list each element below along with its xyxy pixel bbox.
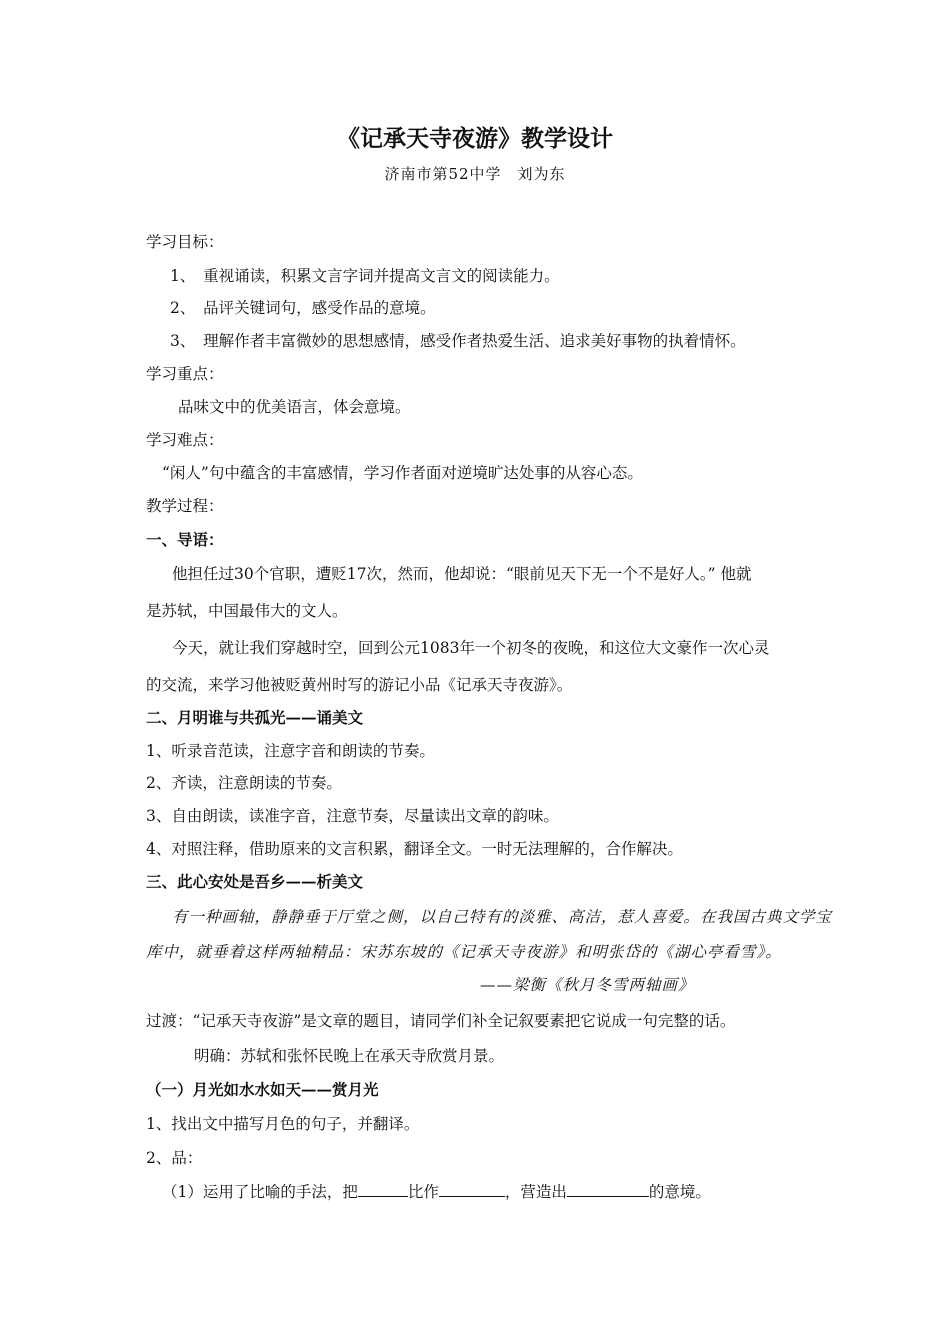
paragraph-line: 今天，就让我们穿越时空，回到公元1083年一个初冬的夜晚，和这位大文豪作一次心灵	[172, 639, 770, 657]
difficulty-text: “闲人”句中蕴含的丰富感情，学习作者面对逆境旷达处事的从容心态。	[162, 464, 643, 482]
goal-item: 2、 品评关键词句，感受作品的意境。	[170, 299, 436, 317]
author-line: 济南市第52中学 刘为东	[384, 165, 566, 183]
key-heading: 学习重点：	[146, 365, 224, 383]
list-item: 3、自由朗读，读准字音，注意节奏，尽量读出文章的韵味。	[146, 807, 559, 825]
list-item: 1、找出文中描写月色的句子，并翻译。	[146, 1115, 420, 1133]
list-item: 4、对照注释，借助原来的文言积累，翻译全文。一时无法理解的，合作解决。	[146, 840, 683, 858]
transition-text: 过渡：“记承天寺夜游”是文章的题目，请同学们补全记叙要素把它说成一句完整的话。	[146, 1012, 736, 1030]
fill-blank[interactable]	[439, 1182, 505, 1197]
fill-text: 的意境。	[648, 1183, 711, 1201]
list-item: 2、品：	[146, 1149, 203, 1167]
document-title: 《记承天寺夜游》教学设计	[337, 125, 613, 152]
fill-blank[interactable]	[358, 1182, 408, 1197]
fill-blank[interactable]	[567, 1182, 649, 1197]
section-heading: 二、月明谁与共孤光——诵美文	[146, 708, 364, 727]
goal-item: 3、 理解作者丰富微妙的思想感情，感受作者热爱生活、追求美好事物的执着情怀。	[170, 332, 746, 350]
paragraph-line: 他担任过30个官职，遭贬17次，然而，他却说：“眼前见天下无一个不是好人。” 他就	[172, 565, 752, 583]
section-heading: 一、导语：	[146, 530, 224, 549]
fill-text: 比作	[407, 1183, 439, 1201]
process-heading: 教学过程：	[146, 497, 224, 515]
fill-text: （1）运用了比喻的手法，把	[162, 1183, 358, 1201]
subsection-heading: （一）月光如水水如天——赏月光	[146, 1080, 379, 1099]
fill-in-line	[162, 1182, 711, 1202]
key-text: 品味文中的优美语言，体会意境。	[178, 398, 411, 416]
clarify-text: 明确：苏轼和张怀民晚上在承天寺欣赏月景。	[194, 1047, 505, 1065]
quote-line: 库中，就垂着这样两轴精品：宋苏东坡的《记承天寺夜游》和明张岱的《湖心亭看雪》。	[146, 943, 782, 961]
paragraph-line: 是苏轼，中国最伟大的文人。	[146, 602, 348, 620]
list-item: 1、听录音范读，注意字音和朗读的节奏。	[146, 742, 435, 760]
quote-source: ——梁衡《秋月冬雪两轴画》	[480, 976, 695, 994]
fill-text: ，营造出	[504, 1183, 567, 1201]
goal-item: 1、 重视诵读，积累文言字词并提高文言文的阅读能力。	[170, 267, 560, 285]
section-heading: 三、此心安处是吾乡——析美文	[146, 872, 364, 891]
goals-heading: 学习目标：	[146, 233, 224, 251]
quote-line: 有一种画轴，静静垂于厅堂之侧，以自己特有的淡雅、高洁，惹人喜爱。在我国古典文学宝	[172, 908, 833, 926]
list-item: 2、齐读，注意朗读的节奏。	[146, 774, 342, 792]
paragraph-line: 的交流，来学习他被贬黄州时写的游记小品《记承天寺夜游》。	[146, 676, 573, 694]
difficulty-heading: 学习难点：	[146, 431, 224, 449]
